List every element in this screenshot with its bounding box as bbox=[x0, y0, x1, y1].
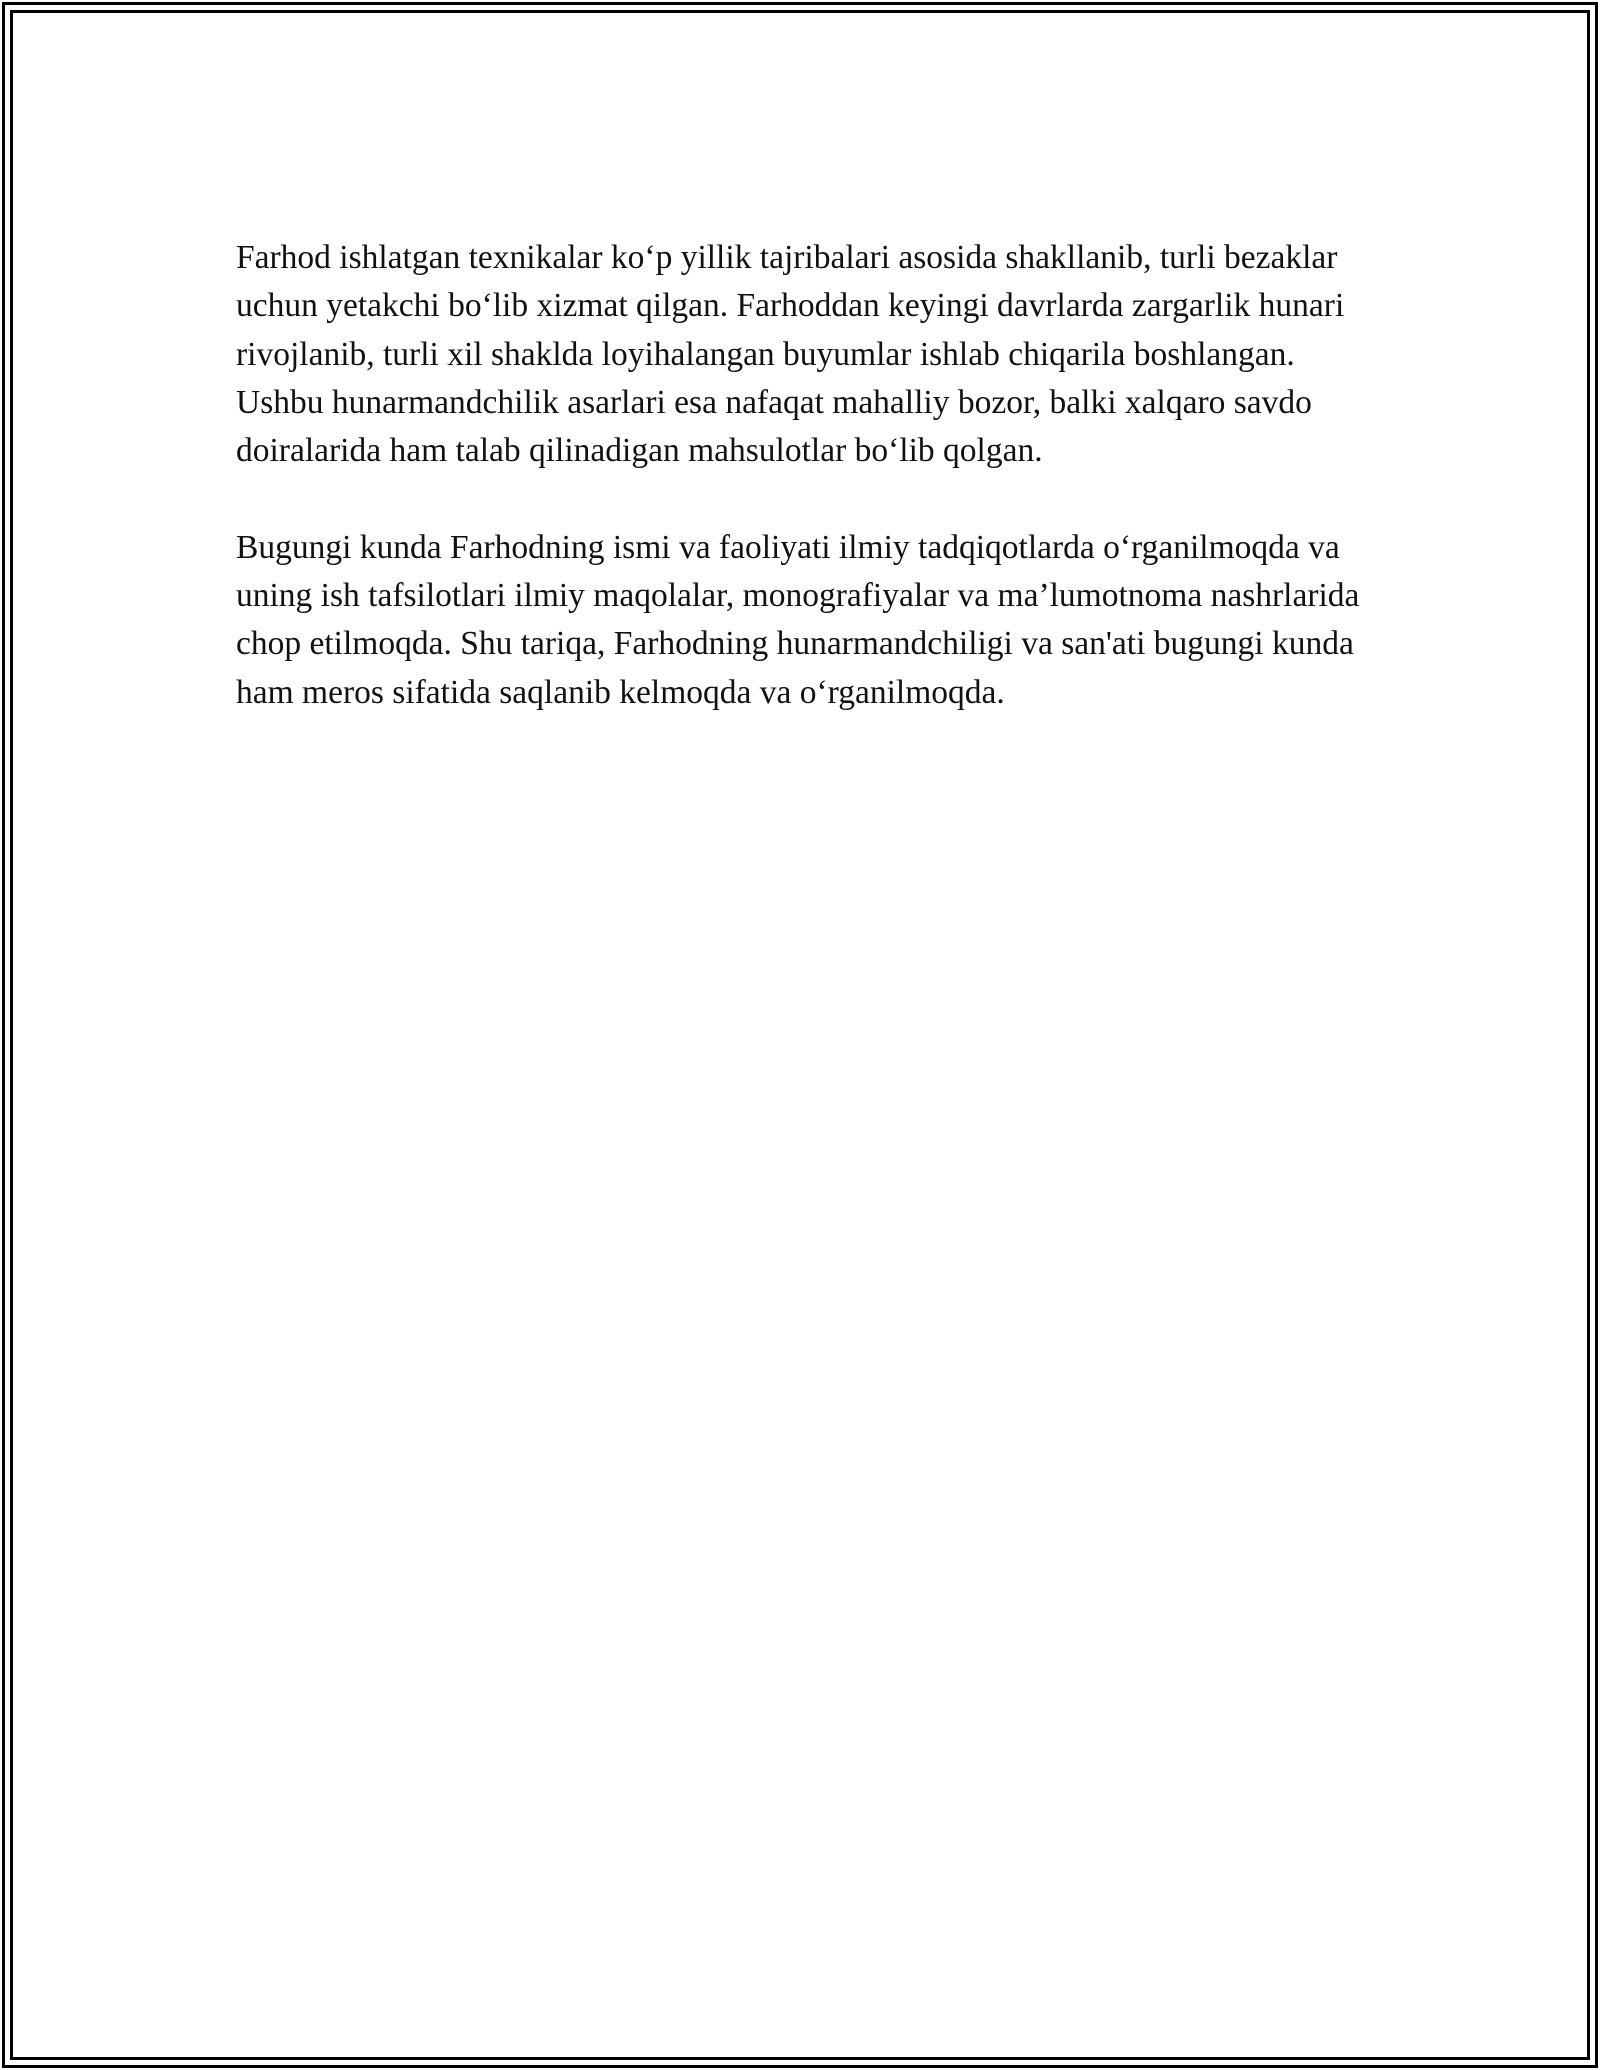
paragraph-1: Farhod ishlatgan texnikalar ko‘p yillik tajribalari asosida shakllanib, turli bezaklar uchun yetakchi bo‘lib xizmat qilgan. Farhoddan keyingi davrlarda zargarlik hunari rivojlanib, turli xil shaklda loyihalangan buyumlar ishlab chiqarila boshlangan. Ushbu hunarmandchilik asarlari esa nafaqat mahalliy bozor, balki xalqaro savdo doiralarida ham talab qilinadigan mahsulotlar bo‘lib qolgan. bbox=[236, 239, 1345, 470]
document-body bbox=[236, 234, 1366, 765]
paragraph-2: Bugungi kunda Farhodning ismi va faoliyati ilmiy tadqiqotlarda o‘rganilmoqda va uning ish tafsilotlari ilmiy maqolalar, monografiyalar va ma’lumotnoma nashrlarida chop etilmoqda. Shu tariqa, Farhodning hunarmandchiligi va san'ati bugungi kunda ham meros sifatida saqlanib kelmoqda va o‘rganilmoqda. bbox=[236, 528, 1360, 711]
